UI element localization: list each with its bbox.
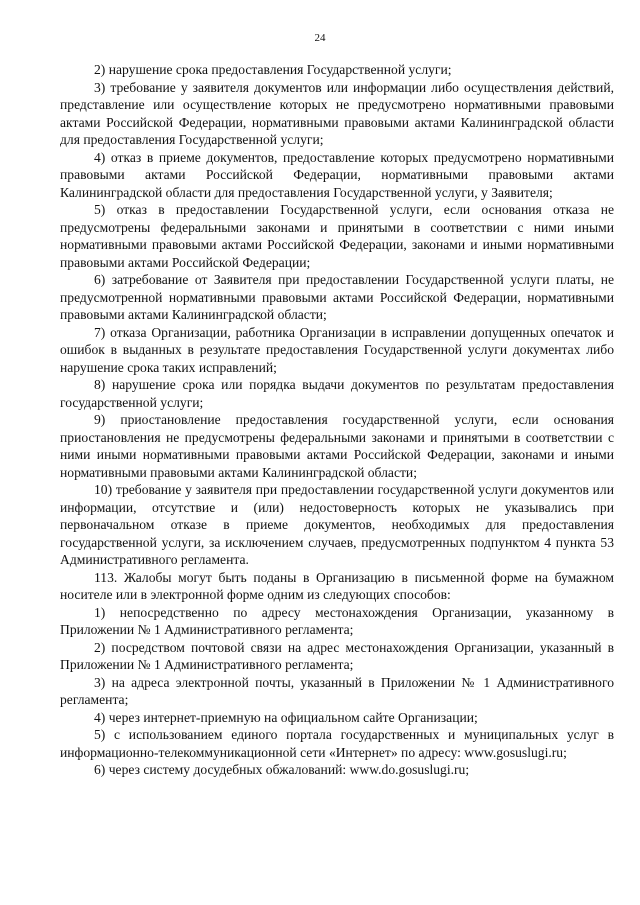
paragraph: 2) нарушение срока предоставления Государственной услуги; xyxy=(94,62,452,77)
paragraph: 113. Жалобы могут быть поданы в Организацию в письменной форме на бумажном носителе или в электронной форме одним из следующих способов: xyxy=(60,569,614,602)
paragraph: 4) отказ в приеме документов, предоставление которых предусмотрено нормативными правовыми актами Российской Федерации, нормативными правовыми актами Калининградской области для предоставления Государственной услуги, у Заявителя; xyxy=(60,149,614,200)
paragraph: 10) требование у заявителя при предоставлении государственной услуги документов или информации, отсутствие и (или) недостоверность которых не указывались при первоначальном отказе в приеме документов, необходимых для предоставления государственной услуги, за исключением случаев, предусмотренных подпунктом 4 пункта 53 Административного регламента. xyxy=(60,482,614,567)
paragraph: 9) приостановление предоставления государственной услуги, если основания приостановления не предусмотрены федеральными законами и принятыми в соответствии с ними иными нормативными правовыми актами Российской Федерации, законами и иными нормативными правовыми актами Калининградской области; xyxy=(60,412,614,480)
paragraph: 6) затребование от Заявителя при предоставлении Государственной услуги платы, не предусмотренной нормативными правовыми актами Российской Федерации, нормативными правовыми актами Калининградской области; xyxy=(60,272,614,322)
paragraph: 5) отказ в предоставлении Государственной услуги, если основания отказа не предусмотрены федеральными законами и принятыми в соответствии с ними иными нормативными правовыми актами Российской Федерации, законами и иными нормативными правовыми актами Российской Федерации; xyxy=(60,202,614,270)
document-body xyxy=(60,61,614,779)
paragraph: 6) через систему досудебных обжалований: www.do.gosuslugi.ru; xyxy=(94,762,470,777)
paragraph: 3) требование у заявителя документов или информации либо осуществления действий, представление или осуществление которых не предусмотрено нормативными правовыми актами Российской Федерации, нормативными правовыми актами Калининградской области для предоставления Государственной услуги; xyxy=(60,79,614,147)
page-number: 24 xyxy=(314,32,326,44)
paragraph: 5) с использованием единого портала государственных и муниципальных услуг в информационно-телекоммуникационной сети «Интернет» по адресу: www.gosuslugi.ru; xyxy=(60,727,614,760)
paragraph: 7) отказа Организации, работника Организации в исправлении допущенных опечаток и ошибок в выданных в результате предоставления Государственной услуги документах либо нарушение срока таких исправлений; xyxy=(60,324,614,375)
paragraph: 1) непосредственно по адресу местонахождения Организации, указанному в Приложении № 1 Административного регламента; xyxy=(60,604,614,637)
paragraph: 4) через интернет-приемную на официальном сайте Организации; xyxy=(94,709,478,725)
paragraph: 2) посредством почтовой связи на адрес местонахождения Организации, указанный в Приложении № 1 Административного регламента; xyxy=(60,639,614,672)
paragraph: 8) нарушение срока или порядка выдачи документов по результатам предоставления государственной услуги; xyxy=(60,377,614,410)
paragraph: 3) на адреса электронной почты, указанный в Приложении № 1 Административного регламента; xyxy=(60,674,614,707)
